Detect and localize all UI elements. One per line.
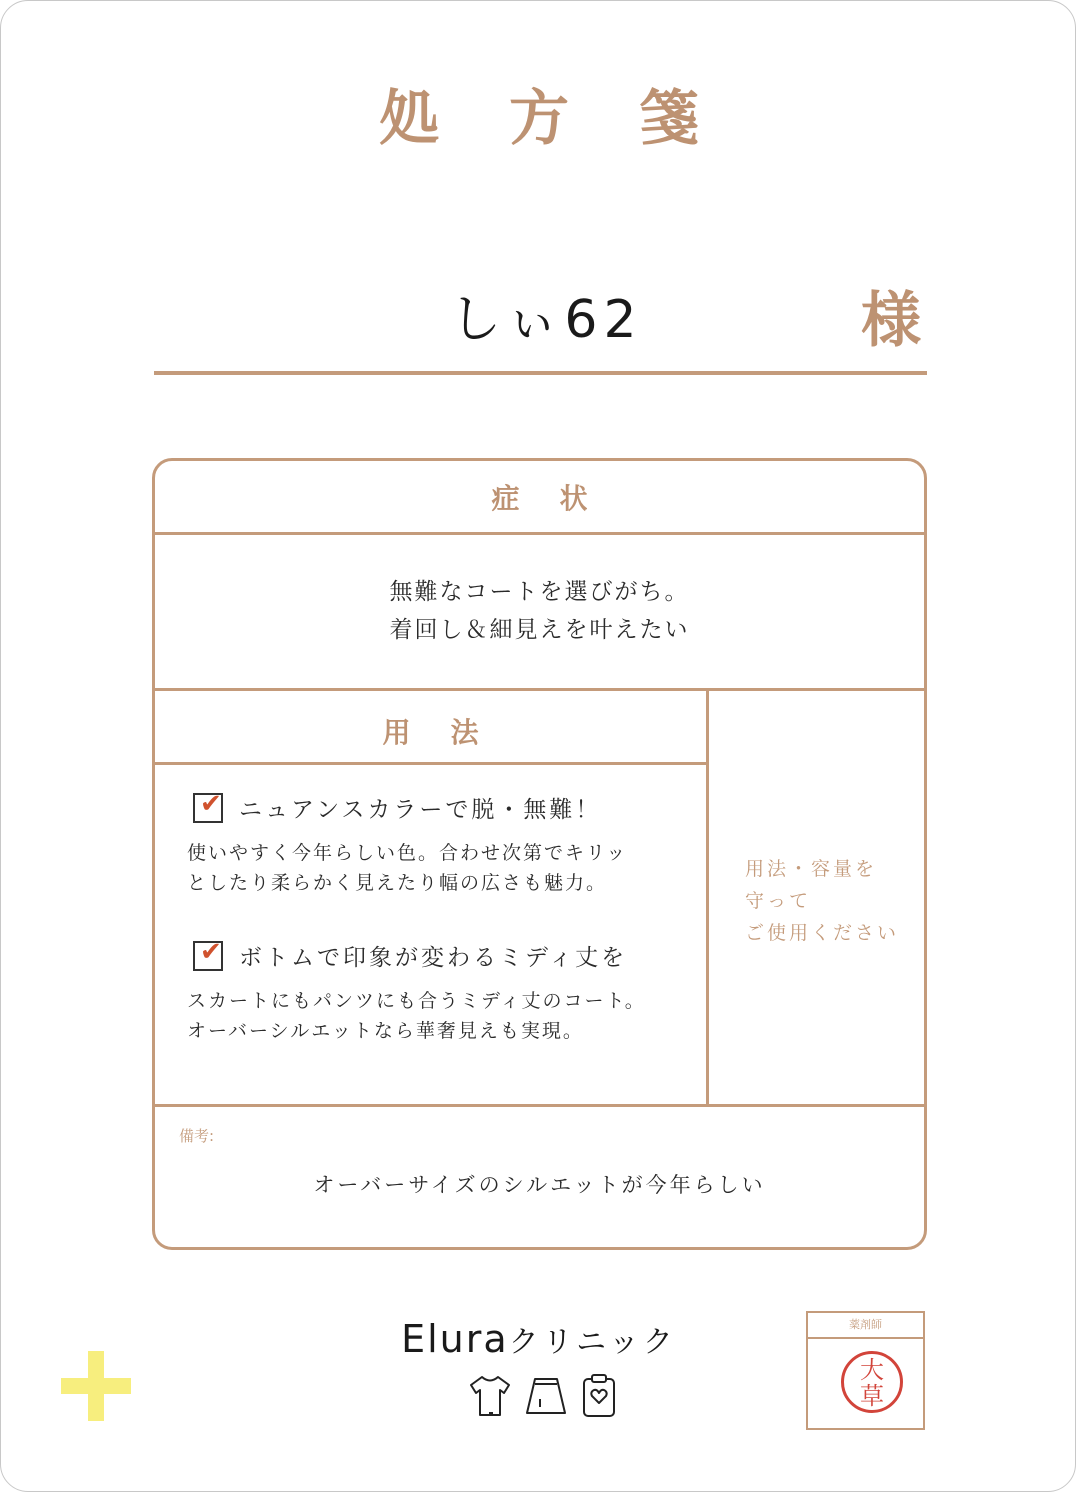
clinic-icons bbox=[467, 1373, 619, 1419]
symptoms-line: 着回し＆細見えを叶えたい bbox=[389, 617, 690, 643]
seal-char: 大 bbox=[860, 1356, 884, 1384]
dosage-note bbox=[745, 853, 915, 949]
divider bbox=[155, 688, 924, 691]
checkbox-checked bbox=[193, 936, 223, 971]
skirt-icon bbox=[523, 1373, 569, 1419]
tshirt-icon bbox=[467, 1373, 513, 1419]
usage-item-description bbox=[187, 838, 707, 898]
honorific: 様 bbox=[861, 286, 921, 356]
remarks-text: オーバーサイズのシルエットが今年らしい bbox=[313, 1173, 766, 1197]
usage-item-description bbox=[187, 986, 707, 1046]
symptoms-line: 無難なコートを選びがち。 bbox=[389, 579, 690, 605]
check-icon: ✔ bbox=[200, 788, 222, 819]
dosage-note-line: 用法・容量を bbox=[745, 858, 878, 880]
usage-item-title: ボトムで印象が変わるミディ丈を bbox=[239, 945, 628, 971]
usage-item-title: ニュアンスカラーで脱・無難！ bbox=[239, 797, 602, 823]
clinic-suffix: クリニック bbox=[508, 1325, 677, 1360]
plus-icon bbox=[61, 1351, 131, 1421]
usage-heading: 用法 bbox=[382, 716, 519, 749]
divider bbox=[155, 1104, 924, 1107]
usage-line: オーバーシルエットなら華奢見えも実現。 bbox=[187, 1020, 584, 1042]
name-underline bbox=[154, 371, 927, 375]
check-icon: ✔ bbox=[200, 936, 222, 967]
patient-name: しぃ62 bbox=[449, 290, 643, 350]
dosage-note-line: ご使用ください bbox=[745, 922, 900, 944]
remarks-label: 備考: bbox=[179, 1127, 215, 1145]
seal-stamp bbox=[841, 1351, 903, 1413]
usage-line: 使いやすく今年らしい色。合わせ次第でキリッ bbox=[187, 842, 628, 864]
page-title: 処方箋 bbox=[379, 84, 769, 154]
divider bbox=[155, 532, 924, 535]
clinic-name bbox=[381, 1317, 697, 1361]
usage-item bbox=[193, 936, 628, 972]
clipboard-heart-icon bbox=[579, 1373, 619, 1419]
usage-line: としたり柔らかく見えたり幅の広さも魅力。 bbox=[187, 872, 608, 894]
seal-char: 草 bbox=[860, 1382, 884, 1410]
pharmacist-stamp-box bbox=[806, 1311, 925, 1430]
pharmacist-label: 薬剤師 bbox=[808, 1313, 923, 1339]
dosage-note-line: 守って bbox=[745, 890, 812, 912]
symptoms-text bbox=[155, 573, 924, 649]
checkbox-checked bbox=[193, 788, 223, 823]
prescription-table bbox=[152, 458, 927, 1250]
divider bbox=[155, 762, 706, 765]
usage-line: スカートにもパンツにも合うミディ丈のコート。 bbox=[187, 990, 646, 1012]
usage-item bbox=[193, 788, 602, 824]
symptoms-heading: 症状 bbox=[491, 482, 628, 515]
clinic-brand: Elura bbox=[401, 1317, 509, 1361]
